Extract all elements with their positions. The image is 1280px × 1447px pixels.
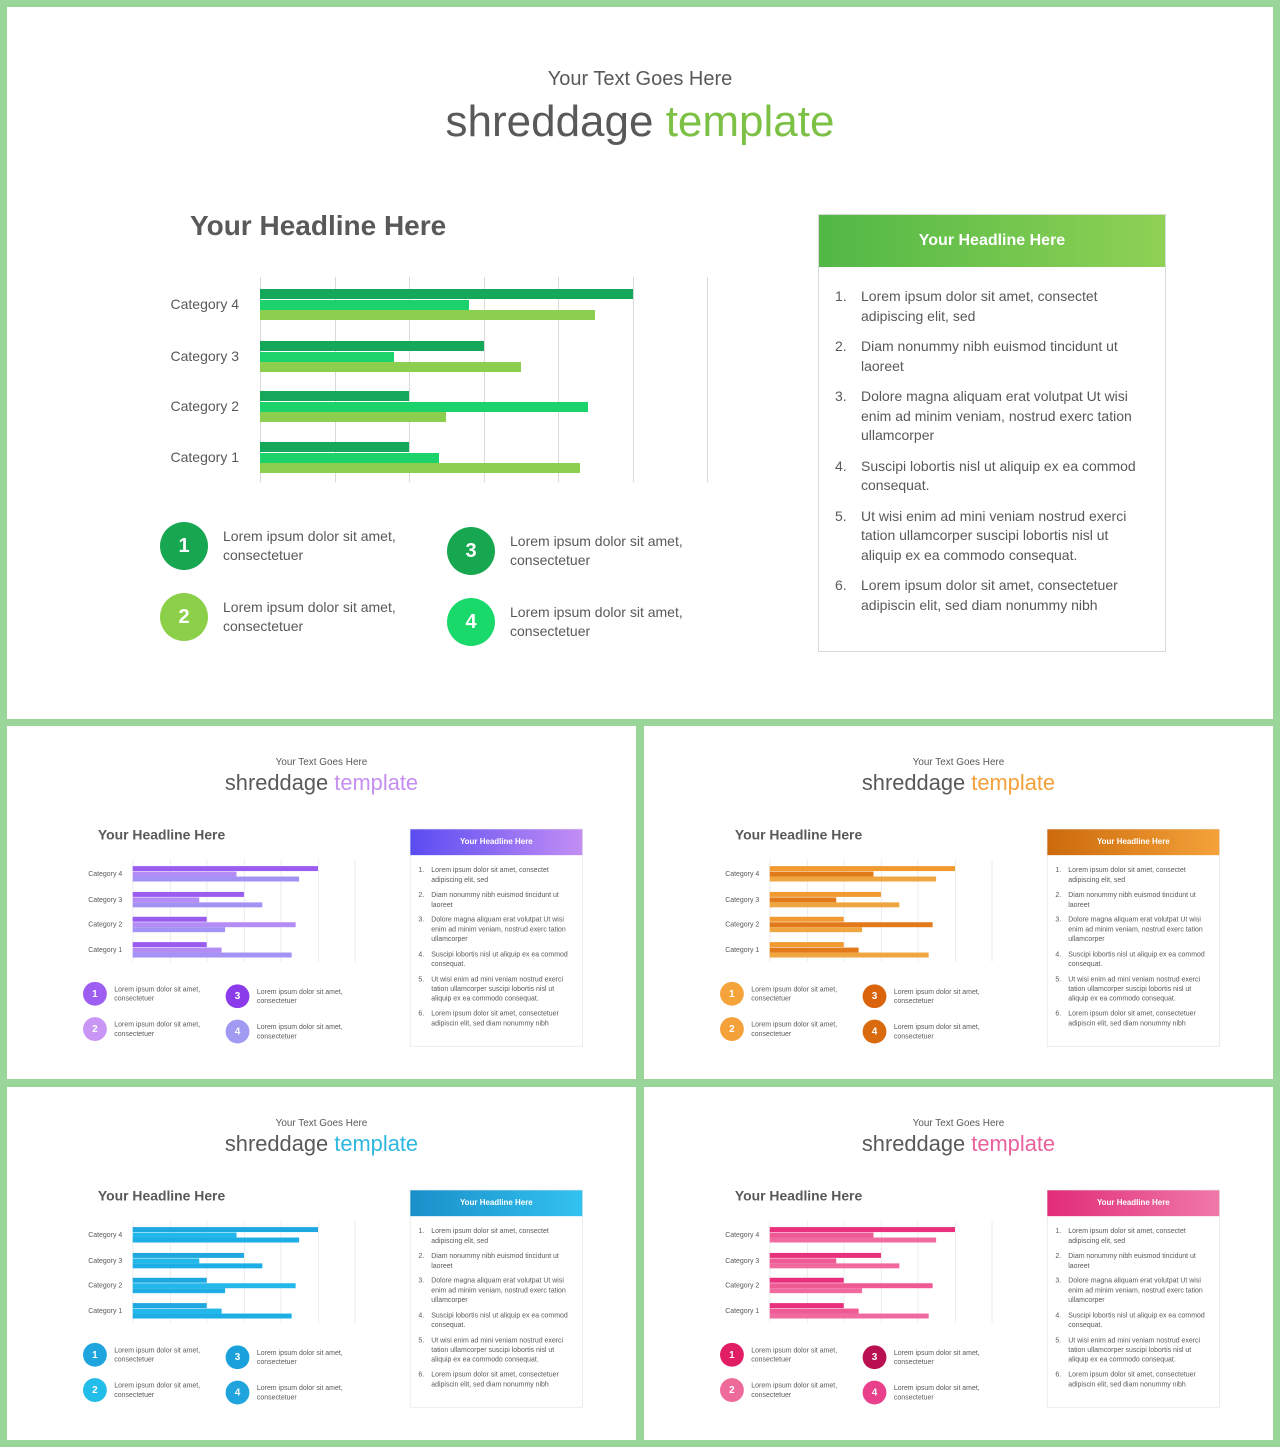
category-label: Category 2 <box>88 920 123 929</box>
list-item <box>835 507 1151 566</box>
number-badge: 1 <box>720 1343 744 1367</box>
bar-series3-category-1 <box>260 463 580 473</box>
list-item-text: Lorem ipsum dolor sit amet, consectetuer adipiscin elit, sed diam nonummy nibh <box>431 1009 559 1027</box>
list-item-text: Lorem ipsum dolor sit amet, consectetuer adipiscin elit, sed diam nonummy nibh <box>1068 1370 1196 1388</box>
legend-item <box>160 522 423 570</box>
list-item-text: Dolore magna aliquam erat volutpat Ut wisi enim ad minim veniam, nostrud exerc tation ullamcorper <box>431 1276 566 1304</box>
list-item-text: Ut wisi enim ad mini veniam nostrud exerci tation ullamcorper suscipi lobortis nisl ut aliquip ex ea commodo consequat. <box>431 1335 564 1363</box>
list-item-number: 5. <box>1055 974 1062 983</box>
list-item-text: Dolore magna aliquam erat volutpat Ut wisi enim ad minim veniam, nostrud exerc tation ullamcorper <box>1068 915 1203 943</box>
legend-text: Lorem ipsum dolor sit amet, consectetuer <box>114 1020 201 1038</box>
category-label: Category 4 <box>725 1230 760 1239</box>
list-item <box>1055 1310 1212 1329</box>
title-main: shreddage <box>224 1131 329 1157</box>
slide-title <box>644 771 1273 796</box>
number-badge: 2 <box>83 1378 107 1402</box>
title-main: shreddage <box>224 770 329 796</box>
bar-series3-category-2 <box>770 927 863 932</box>
list-item-number: 2. <box>418 1251 425 1260</box>
list-item-text: Lorem ipsum dolor sit amet, consectetuer adipiscin elit, sed diam nonummy nibh <box>861 577 1118 613</box>
legend-item <box>863 1020 994 1044</box>
bar-series3-category-3 <box>133 1263 263 1268</box>
list-item-text: Ut wisi enim ad mini veniam nostrud exerci tation ullamcorper suscipi lobortis nisl ut aliquip ex ea commodo consequat. <box>431 974 564 1002</box>
list-item <box>1055 890 1212 909</box>
category-label: Category 4 <box>170 296 239 312</box>
list-item-text: Diam nonummy nibh euismod tincidunt ut laoreet <box>861 338 1118 374</box>
bar-series2-category-2 <box>770 1283 933 1288</box>
chart-headline: Your Headline Here <box>97 826 226 843</box>
list-item-number: 5. <box>418 974 425 983</box>
bar-series3-category-2 <box>770 1288 863 1293</box>
bar-series3-category-3 <box>770 902 900 907</box>
number-badge: 3 <box>447 527 495 575</box>
list-item-text: Suscipi lobortis nisl ut aliquip ex ea commod consequat. <box>1068 1310 1205 1329</box>
bar-series1-category-2 <box>133 917 207 922</box>
supertitle: Your Text Goes Here <box>912 1117 1005 1129</box>
list-item <box>418 1370 575 1389</box>
list-item-number: 2. <box>1055 890 1062 899</box>
category-label: Category 3 <box>88 895 123 904</box>
bar-chart <box>77 1217 355 1324</box>
list-item <box>1055 1335 1212 1364</box>
bar-series3-category-1 <box>133 1314 292 1319</box>
bar-chart <box>77 856 355 963</box>
supertitle: Your Text Goes Here <box>912 756 1005 768</box>
bar-series3-category-4 <box>133 1238 300 1243</box>
bar-series1-category-4 <box>260 289 633 299</box>
slide-main <box>7 7 1273 719</box>
category-label: Category 4 <box>88 869 123 878</box>
list-item-number: 5. <box>835 507 847 524</box>
list-item <box>1055 1226 1212 1245</box>
category-label: Category 2 <box>725 920 760 929</box>
slide-blue <box>7 1087 636 1440</box>
legend-text: Lorem ipsum dolor sit amet, consectetuer <box>114 1345 201 1364</box>
list-item <box>835 387 1151 446</box>
bar-series1-category-3 <box>133 1253 244 1258</box>
bar-series3-category-4 <box>260 310 595 320</box>
numbered-list <box>410 855 582 1028</box>
info-panel <box>818 214 1166 652</box>
supertitle: Your Text Goes Here <box>275 756 368 768</box>
bar-chart <box>714 1217 992 1324</box>
chart-gridline <box>633 277 634 482</box>
category-label: Category 2 <box>725 1281 760 1290</box>
list-item <box>418 865 575 884</box>
bar-series2-category-2 <box>133 922 296 927</box>
bar-series3-category-4 <box>770 1238 937 1243</box>
legend-text: Lorem ipsum dolor sit amet, consectetuer <box>510 533 683 568</box>
chart-gridline <box>707 277 708 482</box>
number-badge: 4 <box>863 1381 887 1405</box>
list-item <box>418 1226 575 1245</box>
number-badge: 2 <box>160 593 208 641</box>
list-item-number: 5. <box>1055 1335 1062 1344</box>
list-item-text: Suscipi lobortis nisl ut aliquip ex ea commod consequat. <box>431 1310 568 1329</box>
list-item-text: Lorem ipsum dolor sit amet, consectet adipiscing elit, sed <box>1068 865 1186 884</box>
legend-item <box>720 1343 851 1367</box>
category-label: Category 3 <box>170 348 239 364</box>
list-item-text: Ut wisi enim ad mini veniam nostrud exerci tation ullamcorper suscipi lobortis nisl ut aliquip ex ea commodo consequat. <box>1068 974 1201 1002</box>
numbered-list <box>819 267 1165 615</box>
slide-pink <box>644 1087 1273 1440</box>
numbered-list <box>410 1216 582 1389</box>
legend-item <box>83 982 214 1006</box>
chart-gridline <box>558 277 559 482</box>
list-item-number: 4. <box>835 457 847 474</box>
list-item-number: 3. <box>835 388 847 404</box>
legend-text: Lorem ipsum dolor sit amet, consectetuer <box>751 1345 838 1364</box>
list-item-number: 1. <box>1055 1226 1062 1235</box>
list-item <box>418 1009 575 1028</box>
slide-title <box>7 1132 636 1157</box>
bar-series3-category-3 <box>770 1263 900 1268</box>
bar-series3-category-1 <box>133 953 292 958</box>
legend-item <box>83 1343 214 1367</box>
legend-text: Lorem ipsum dolor sit amet, consectetuer <box>751 984 838 1003</box>
list-item <box>1055 949 1212 968</box>
category-label: Category 4 <box>725 869 760 878</box>
info-panel <box>1047 1190 1220 1408</box>
legend-item <box>720 1378 851 1402</box>
panel-headline: Your Headline Here <box>819 215 1165 267</box>
list-item-number: 4. <box>418 949 425 958</box>
list-item-text: Lorem ipsum dolor sit amet, consectet adipiscing elit, sed <box>431 1226 549 1245</box>
legend-item <box>447 527 710 575</box>
bar-series2-category-3 <box>133 1258 200 1263</box>
list-item-number: 3. <box>1055 1276 1062 1285</box>
list-item-number: 1. <box>418 865 425 874</box>
panel-headline: Your Headline Here <box>1047 829 1219 855</box>
number-badge: 1 <box>720 982 744 1006</box>
panel-headline: Your Headline Here <box>410 829 582 855</box>
number-badge: 4 <box>226 1020 250 1044</box>
list-item <box>418 1335 575 1364</box>
slide-purple <box>7 726 636 1079</box>
legend-text: Lorem ipsum dolor sit amet, consectetuer <box>893 1022 980 1040</box>
chart-headline: Your Headline Here <box>97 1187 226 1204</box>
bar-series2-category-2 <box>133 1283 296 1288</box>
legend-item <box>226 1345 357 1369</box>
list-item-number: 1. <box>1055 865 1062 874</box>
number-badge: 4 <box>447 598 495 646</box>
legend-item <box>226 1381 357 1405</box>
slide-title <box>7 97 1273 147</box>
legend-text: Lorem ipsum dolor sit amet, consectetuer <box>256 987 343 1005</box>
number-badge: 1 <box>83 1343 107 1367</box>
slide-orange <box>644 726 1273 1079</box>
bar-chart <box>147 269 707 484</box>
legend-text: Lorem ipsum dolor sit amet, consectetuer <box>751 1020 838 1038</box>
title-accent: template <box>334 1131 419 1157</box>
bar-series1-category-2 <box>770 1278 844 1283</box>
bar-series3-category-2 <box>133 1288 226 1293</box>
bar-series1-category-4 <box>770 1227 955 1232</box>
info-panel <box>410 829 583 1047</box>
bar-series1-category-3 <box>260 341 484 351</box>
list-item-number: 2. <box>418 890 425 899</box>
list-item-text: Diam nonummy nibh euismod tincidunt ut laoreet <box>431 890 559 909</box>
list-item <box>418 974 575 1003</box>
supertitle: Your Text Goes Here <box>275 1117 368 1129</box>
list-item-text: Dolore magna aliquam erat volutpat Ut wisi enim ad minim veniam, nostrud exerc tation ullamcorper <box>431 915 566 943</box>
bar-series2-category-3 <box>770 1258 837 1263</box>
title-main: shreddage <box>445 97 654 146</box>
number-badge: 3 <box>863 984 887 1008</box>
legend-item <box>83 1017 214 1041</box>
legend-text: Lorem ipsum dolor sit amet, consectetuer <box>510 604 683 639</box>
bar-series2-category-3 <box>133 897 200 902</box>
info-panel <box>410 1190 583 1408</box>
title-main: shreddage <box>861 770 966 796</box>
bar-series3-category-4 <box>770 877 937 882</box>
legend-item <box>160 593 423 641</box>
bar-series1-category-2 <box>133 1278 207 1283</box>
bar-series1-category-2 <box>770 917 844 922</box>
list-item-number: 6. <box>835 577 847 593</box>
list-item <box>1055 865 1212 884</box>
chart-headline: Your Headline Here <box>734 1187 863 1204</box>
legend-text: Lorem ipsum dolor sit amet, consectetuer <box>223 599 396 634</box>
list-item-text: Lorem ipsum dolor sit amet, consectet adipiscing elit, sed <box>861 288 1098 324</box>
list-item <box>418 1310 575 1329</box>
list-item-number: 6. <box>1055 1009 1062 1018</box>
supertitle: Your Text Goes Here <box>547 68 733 90</box>
legend-item <box>863 984 994 1008</box>
bar-series1-category-4 <box>133 866 318 871</box>
list-item <box>418 915 575 944</box>
category-label: Category 1 <box>725 945 760 954</box>
bar-series2-category-3 <box>260 352 394 362</box>
bar-series1-category-1 <box>260 442 409 452</box>
list-item <box>418 890 575 909</box>
title-main: shreddage <box>861 1131 966 1157</box>
list-item-text: Diam nonummy nibh euismod tincidunt ut laoreet <box>1068 890 1196 909</box>
category-label: Category 2 <box>170 398 239 414</box>
title-accent: template <box>334 770 419 796</box>
list-item-text: Ut wisi enim ad mini veniam nostrud exerci tation ullamcorper suscipi lobortis nisl ut aliquip ex ea commodo consequat. <box>861 507 1127 563</box>
number-badge: 3 <box>226 1345 250 1369</box>
list-item-number: 6. <box>1055 1370 1062 1379</box>
list-item-text: Suscipi lobortis nisl ut aliquip ex ea commod consequat. <box>431 949 568 968</box>
list-item <box>835 457 1151 496</box>
number-badge: 2 <box>720 1378 744 1402</box>
bar-series1-category-4 <box>770 866 955 871</box>
category-label: Category 3 <box>88 1256 123 1265</box>
bar-series1-category-2 <box>260 391 409 401</box>
list-item <box>418 949 575 968</box>
list-item-text: Diam nonummy nibh euismod tincidunt ut laoreet <box>1068 1251 1196 1270</box>
legend-text: Lorem ipsum dolor sit amet, consectetuer <box>893 1348 980 1366</box>
bar-series3-category-2 <box>133 927 226 932</box>
list-item-number: 1. <box>835 288 847 304</box>
chart-headline: Your Headline Here <box>734 826 863 843</box>
list-item-text: Lorem ipsum dolor sit amet, consectetuer adipiscin elit, sed diam nonummy nibh <box>1068 1009 1196 1027</box>
legend-text: Lorem ipsum dolor sit amet, consectetuer <box>893 1383 980 1401</box>
info-panel <box>1047 829 1220 1047</box>
list-item-text: Dolore magna aliquam erat volutpat Ut wisi enim ad minim veniam, nostrud exerc tation ullamcorper <box>1068 1276 1203 1304</box>
bar-series1-category-3 <box>770 892 881 897</box>
legend-item <box>863 1381 994 1405</box>
legend-text: Lorem ipsum dolor sit amet, consectetuer <box>256 1348 343 1366</box>
list-item-text: Lorem ipsum dolor sit amet, consectet adipiscing elit, sed <box>1068 1226 1186 1245</box>
number-badge: 2 <box>720 1017 744 1041</box>
list-item <box>1055 1009 1212 1028</box>
number-badge: 3 <box>863 1345 887 1369</box>
list-item <box>1055 1276 1212 1305</box>
bar-series3-category-4 <box>133 877 300 882</box>
list-item-number: 3. <box>1055 915 1062 924</box>
list-item <box>1055 915 1212 944</box>
bar-series1-category-4 <box>133 1227 318 1232</box>
legend-text: Lorem ipsum dolor sit amet, consectetuer <box>256 1022 343 1040</box>
list-item-text: Suscipi lobortis nisl ut aliquip ex ea commod consequat. <box>1068 949 1205 968</box>
list-item-number: 3. <box>418 1276 425 1285</box>
title-accent: template <box>665 97 835 146</box>
list-item-number: 4. <box>1055 949 1062 958</box>
chart-headline: Your Headline Here <box>190 210 447 241</box>
bar-series2-category-2 <box>260 402 588 412</box>
bar-series3-category-2 <box>260 412 446 422</box>
list-item <box>1055 974 1212 1003</box>
number-badge: 1 <box>160 522 208 570</box>
legend-text: Lorem ipsum dolor sit amet, consectetuer <box>751 1381 838 1399</box>
list-item <box>835 576 1151 615</box>
number-badge: 2 <box>83 1017 107 1041</box>
number-badge: 3 <box>226 984 250 1008</box>
list-item-text: Dolore magna aliquam erat volutpat Ut wisi enim ad minim veniam, nostrud exerc tation ullamcorper <box>861 388 1132 443</box>
bar-series3-category-3 <box>260 362 521 372</box>
title-accent: template <box>971 1131 1056 1157</box>
number-badge: 4 <box>863 1020 887 1044</box>
category-label: Category 4 <box>88 1230 123 1239</box>
bar-series3-category-1 <box>770 1314 929 1319</box>
legend-item <box>83 1378 214 1402</box>
category-label: Category 1 <box>725 1306 760 1315</box>
slide-title <box>644 1132 1273 1157</box>
legend-item <box>447 598 710 646</box>
category-label: Category 3 <box>725 895 760 904</box>
category-label: Category 3 <box>725 1256 760 1265</box>
list-item <box>835 287 1151 326</box>
legend-item <box>226 984 357 1008</box>
list-item-number: 1. <box>418 1226 425 1235</box>
category-label: Category 1 <box>88 945 123 954</box>
legend-text: Lorem ipsum dolor sit amet, consectetuer <box>256 1383 343 1401</box>
list-item <box>1055 1370 1212 1389</box>
legend-item <box>720 982 851 1006</box>
panel-headline: Your Headline Here <box>410 1190 582 1216</box>
list-item-number: 2. <box>1055 1251 1062 1260</box>
legend-text: Lorem ipsum dolor sit amet, consectetuer <box>223 528 396 563</box>
bar-series1-category-3 <box>770 1253 881 1258</box>
panel-headline: Your Headline Here <box>1047 1190 1219 1216</box>
list-item <box>835 337 1151 376</box>
list-item-text: Lorem ipsum dolor sit amet, consectetuer adipiscin elit, sed diam nonummy nibh <box>431 1370 559 1388</box>
legend-text: Lorem ipsum dolor sit amet, consectetuer <box>114 984 201 1003</box>
list-item-number: 3. <box>418 915 425 924</box>
legend-item <box>720 1017 851 1041</box>
list-item-text: Suscipi lobortis nisl ut aliquip ex ea commod consequat. <box>861 457 1136 493</box>
list-item-text: Lorem ipsum dolor sit amet, consectet adipiscing elit, sed <box>431 865 549 884</box>
bar-series1-category-3 <box>133 892 244 897</box>
bar-series2-category-3 <box>770 897 837 902</box>
slide-title <box>7 771 636 796</box>
legend-text: Lorem ipsum dolor sit amet, consectetuer <box>114 1381 201 1399</box>
category-label: Category 2 <box>88 1281 123 1290</box>
list-item-number: 2. <box>835 338 847 354</box>
chart-gridline <box>484 277 485 482</box>
list-item-text: Diam nonummy nibh euismod tincidunt ut laoreet <box>431 1251 559 1270</box>
list-item-number: 6. <box>418 1370 425 1379</box>
legend-text: Lorem ipsum dolor sit amet, consectetuer <box>893 987 980 1005</box>
number-badge: 4 <box>226 1381 250 1405</box>
list-item <box>418 1276 575 1305</box>
legend-item <box>863 1345 994 1369</box>
bar-series2-category-4 <box>260 300 469 310</box>
list-item <box>418 1251 575 1270</box>
bar-series3-category-1 <box>770 953 929 958</box>
list-item-number: 4. <box>418 1310 425 1319</box>
list-item-number: 6. <box>418 1009 425 1018</box>
bar-chart <box>714 856 992 963</box>
bar-series3-category-3 <box>133 902 263 907</box>
title-accent: template <box>971 770 1056 796</box>
bar-series2-category-2 <box>770 922 933 927</box>
category-label: Category 1 <box>88 1306 123 1315</box>
list-item-text: Ut wisi enim ad mini veniam nostrud exerci tation ullamcorper suscipi lobortis nisl ut aliquip ex ea commodo consequat. <box>1068 1335 1201 1363</box>
legend-item <box>226 1020 357 1044</box>
numbered-list <box>1047 1216 1219 1389</box>
numbered-list <box>1047 855 1219 1028</box>
bar-series2-category-1 <box>260 453 439 463</box>
list-item-number: 4. <box>1055 1310 1062 1319</box>
number-badge: 1 <box>83 982 107 1006</box>
category-label: Category 1 <box>170 449 239 465</box>
list-item-number: 5. <box>418 1335 425 1344</box>
list-item <box>1055 1251 1212 1270</box>
